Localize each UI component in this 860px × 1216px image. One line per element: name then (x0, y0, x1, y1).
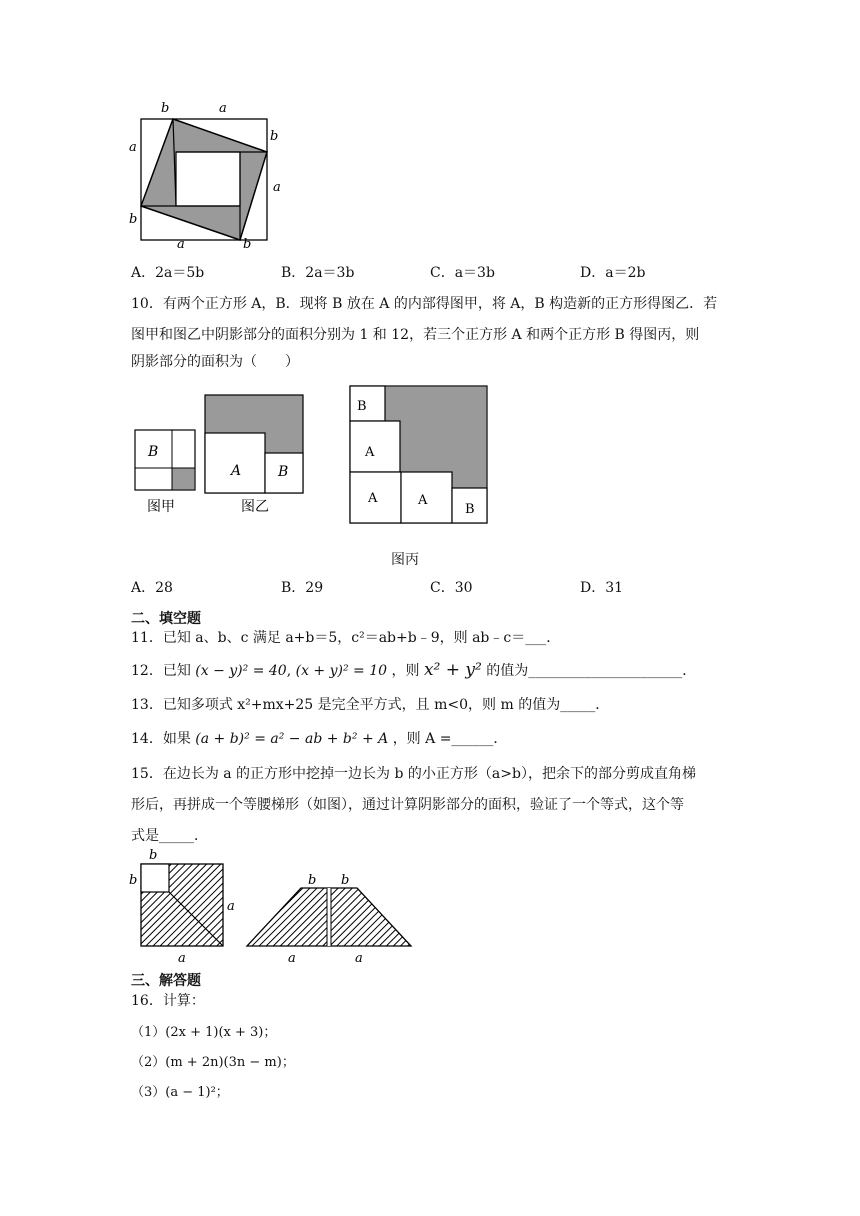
fig-jia-caption: 图甲 (147, 499, 175, 515)
q10-figure-yi (203, 393, 307, 520)
q10-figure-bing (348, 384, 490, 526)
q10-line-3: 阴影部分的面积为（ ） (131, 354, 299, 370)
q12-expr2: (x + y)² = 10 (295, 663, 388, 679)
q10-option-b: B．29 (281, 580, 324, 596)
fig15-right-b1: b (308, 873, 317, 888)
fig-yi-label-B: B (278, 464, 289, 480)
q16-item-3: （3）(a − 1)²； (131, 1085, 229, 1100)
fig15-right-a2: a (355, 951, 363, 966)
section-fill-blank-title: 二、填空题 (131, 611, 201, 627)
q9-option-c: C．a＝3b (430, 265, 495, 281)
q10-line-2: 图甲和图乙中阴影部分的面积分别为 1 和 12，若三个正方形 A 和两个正方形 B 得图丙，则 (131, 327, 700, 343)
q15-line-3: 式是_____． (131, 828, 208, 844)
fig9-label-a-left: a (129, 140, 137, 155)
fig9-label-b-right: b (270, 129, 279, 144)
fig-yi-caption: 图乙 (241, 499, 269, 515)
fig15-left-b-left: b (129, 873, 138, 888)
q12-suffix: 的值为______________________． (486, 663, 697, 679)
q15-line-1: 15．在边长为 a 的正方形中挖掉一边长为 b 的小正方形（a>b），把余下的部分剪成直角梯 (131, 766, 696, 782)
q12-expr3: x² + y² (423, 660, 482, 680)
q14-text (131, 729, 507, 749)
fig9-label-a-bottom: a (177, 237, 185, 248)
fig15-left-a-bottom: a (178, 951, 186, 966)
q15-line-2: 形后，再拼成一个等腰梯形（如图），通过计算阴影部分的面积，验证了一个等式，这个等 (131, 797, 684, 813)
fig15-right-b2: b (341, 873, 350, 888)
fig-yi-label-A: A (231, 463, 242, 479)
q9-figure (125, 98, 290, 248)
fig-bing-label-B1: B (357, 399, 367, 414)
q12-expr1: (x − y)² = 40 (195, 663, 287, 679)
fig-bing-label-A1: A (365, 445, 375, 460)
q9-option-d: D．a＝2b (580, 265, 646, 281)
q13-text: 13．已知多项式 x²+mx+25 是完全平方式，且 m<0，则 m 的值为_____． (131, 697, 610, 713)
fig15-right-a1: a (288, 951, 296, 966)
fig9-label-b-left: b (129, 212, 138, 227)
q16-item-2: （2）(m + 2n)(3n − m)； (131, 1055, 295, 1070)
fig9-label-a-right: a (273, 180, 281, 195)
q12-prefix: 12．已知 (131, 663, 191, 679)
q10-option-a: A．28 (131, 580, 173, 596)
fig-bing-label-A3: A (418, 493, 428, 508)
q16-item-1: （1）(2x + 1)(x + 3)； (131, 1025, 277, 1040)
section-answer-title: 三、解答题 (131, 973, 201, 989)
fig-bing-caption: 图丙 (391, 552, 419, 568)
q15-figure (125, 846, 415, 966)
q10-figure-jia (133, 428, 198, 520)
q11-text: 11．已知 a、b、c 满足 a+b＝5，c²＝ab+b﹣9，则 ab﹣c＝___． (131, 630, 561, 646)
fig-jia-label-B: B (148, 444, 159, 460)
fig-bing-label-A2: A (368, 491, 378, 506)
q16-title: 16．计算： (131, 993, 205, 1009)
q9-option-a: A．2a＝5b (131, 265, 205, 281)
q14-expr: (a + b)² = a² − ab + b² + A (195, 731, 389, 747)
q14-prefix: 14．如果 (131, 731, 191, 747)
q10-line-1: 10．有两个正方形 A，B．现将 B 放在 A 的内部得图甲，将 A，B 构造新的正方形得图乙．若 (131, 296, 718, 312)
fig15-left-b-top: b (149, 848, 158, 863)
q10-option-d: D．31 (580, 580, 624, 596)
fig9-label-a-top: a (219, 101, 227, 116)
fig9-label-b-top: b (161, 101, 170, 116)
q9-option-b: B．2a＝3b (281, 265, 355, 281)
q10-option-c: C．30 (430, 580, 473, 596)
fig15-left-a-right: a (227, 899, 235, 914)
q12-text: 12．已知 (x − y)² = 40, (x + y)² = 10 ，则 x² + y² 的值为______________________． (131, 660, 697, 680)
fig9-label-b-bottom: b (243, 237, 252, 248)
q14-suffix: ，则 A =______． (392, 731, 508, 747)
q12-mid: ，则 (391, 663, 420, 679)
fig-bing-label-B2: B (465, 502, 475, 517)
